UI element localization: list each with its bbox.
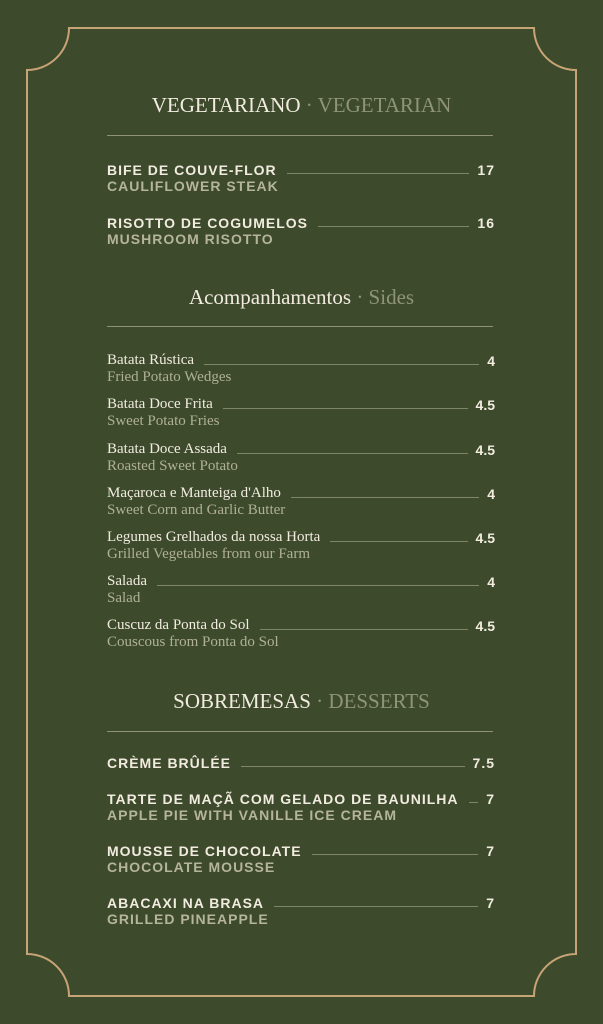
menu-item xyxy=(107,789,495,823)
menu-item xyxy=(107,395,495,430)
dot-leader xyxy=(291,497,479,498)
item-translation: CAULIFLOWER STEAK xyxy=(107,178,279,194)
dot-leader xyxy=(241,766,465,767)
menu-item xyxy=(107,213,495,247)
menu-item xyxy=(107,160,495,194)
menu-item xyxy=(107,893,495,927)
item-translation: GRILLED PINEAPPLE xyxy=(107,911,269,927)
dot-leader xyxy=(237,453,468,454)
section-title-vegetarian: VEGETARIANO · VEGETARIAN xyxy=(151,93,452,117)
dot-leader xyxy=(287,173,470,174)
item-price: 7 xyxy=(486,791,495,807)
menu-item xyxy=(107,484,495,519)
item-translation: CHOCOLATE MOUSSE xyxy=(107,859,276,875)
dot-leader xyxy=(157,585,479,586)
dot-leader xyxy=(260,629,468,630)
menu-item xyxy=(107,616,495,651)
item-translation: Grilled Vegetables from our Farm xyxy=(107,546,311,562)
menu-item xyxy=(107,351,495,386)
dot-leader xyxy=(330,541,467,542)
section-divider xyxy=(107,731,493,732)
dot-leader xyxy=(469,802,479,803)
item-price: 17 xyxy=(477,162,495,178)
item-name: CRÈME BRÛLÉE xyxy=(107,755,232,771)
item-name: Batata Doce Assada xyxy=(107,441,227,457)
item-name: RISOTTO DE COGUMELOS xyxy=(107,215,308,231)
item-price: 4.5 xyxy=(475,618,495,634)
menu-item xyxy=(107,440,495,475)
dot-leader xyxy=(204,364,479,365)
section-divider xyxy=(107,326,493,327)
item-translation: Fried Potato Wedges xyxy=(107,369,232,385)
item-price: 7.5 xyxy=(472,755,495,771)
dot-leader xyxy=(312,854,479,855)
dot-leader xyxy=(223,408,468,409)
item-name: MOUSSE DE CHOCOLATE xyxy=(107,843,302,859)
item-name: TARTE DE MAÇÃ COM GELADO DE BAUNILHA xyxy=(107,791,459,807)
dot-leader xyxy=(318,226,469,227)
item-name: Legumes Grelhados da nossa Horta xyxy=(107,529,321,545)
item-translation: Roasted Sweet Potato xyxy=(107,458,238,474)
item-price: 7 xyxy=(486,895,495,911)
item-price: 7 xyxy=(486,843,495,859)
menu-item xyxy=(107,528,495,563)
item-name: Batata Doce Frita xyxy=(107,396,213,412)
item-translation: APPLE PIE WITH VANILLE ICE CREAM xyxy=(107,807,397,823)
menu-item xyxy=(107,753,495,771)
item-name: ABACAXI NA BRASA xyxy=(107,895,265,911)
item-price: 4.5 xyxy=(475,397,495,413)
menu-item xyxy=(107,572,495,607)
item-name: Batata Rústica xyxy=(107,352,195,368)
dot-leader xyxy=(274,906,478,907)
item-price: 4.5 xyxy=(475,442,495,458)
item-name: Maçaroca e Manteiga d'Alho xyxy=(107,485,281,501)
section-divider xyxy=(107,135,493,136)
item-translation: MUSHROOM RISOTTO xyxy=(107,231,274,247)
item-price: 4 xyxy=(487,574,495,590)
section-title-sides: Acompanhamentos · Sides xyxy=(188,285,415,309)
item-price: 4 xyxy=(487,353,495,369)
item-translation: Couscous from Ponta do Sol xyxy=(107,634,279,650)
item-name: Salada xyxy=(107,573,147,589)
item-price: 4.5 xyxy=(475,530,495,546)
item-translation: Salad xyxy=(107,590,141,606)
item-price: 4 xyxy=(487,486,495,502)
item-translation: Sweet Corn and Garlic Butter xyxy=(107,502,286,518)
section-title-desserts: SOBREMESAS · DESSERTS xyxy=(173,689,430,713)
item-price: 16 xyxy=(477,215,495,231)
menu-item xyxy=(107,841,495,875)
item-name: BIFE DE COUVE-FLOR xyxy=(107,162,277,178)
item-name: Cuscuz da Ponta do Sol xyxy=(107,617,250,633)
item-translation: Sweet Potato Fries xyxy=(107,413,220,429)
